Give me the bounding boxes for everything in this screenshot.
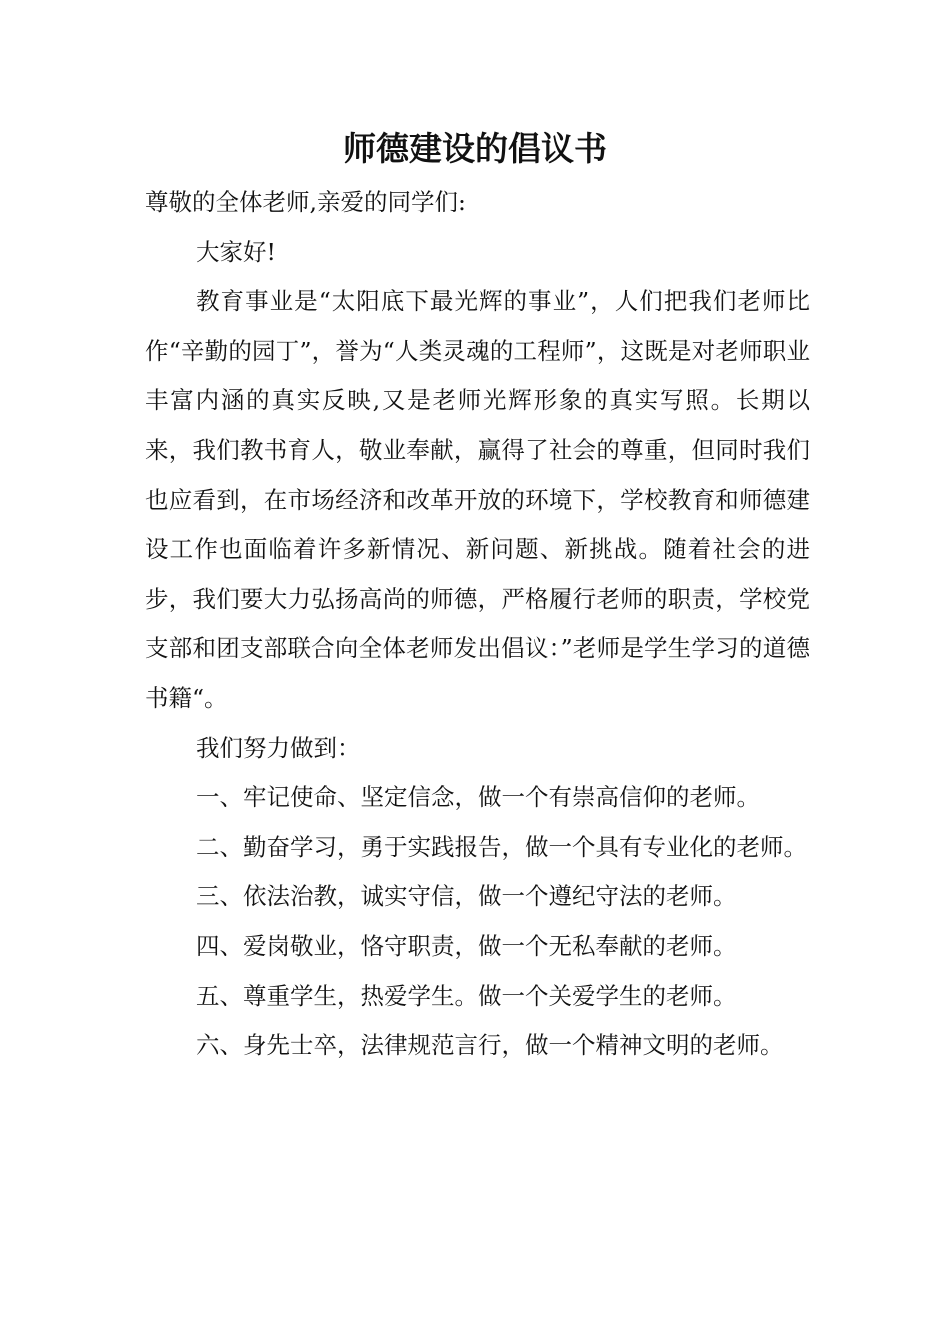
document-body bbox=[145, 178, 810, 1071]
commitment-item-2: 二、勤奋学习，勇于实践报告，做一个具有专业化的老师。 bbox=[196, 832, 807, 861]
salutation: 尊敬的全体老师,亲爱的同学们: bbox=[145, 188, 466, 216]
commitment-item-5: 五、尊重学生，热爱学生。做一个关爱学生的老师。 bbox=[196, 981, 737, 1010]
greeting: 大家好! bbox=[196, 237, 276, 266]
commitment-item-4: 四、爱岗敬业，恪守职责，做一个无私奉献的老师。 bbox=[196, 931, 737, 960]
intro-paragraph: 教育事业是“太阳底下最光辉的事业”，人们把我们老师比作“辛勤的园丁”，誉为“人类灵魂的工程师”，这既是对老师职业丰富内涵的真实反映,又是老师光辉形象的真实写照。长期以来，我们教书育人，敬业奉献，赢得了社会的尊重，但同时我们也应看到，在市场经济和改革开放的环境下，学校教育和师德建设工作也面临着许多新情况、新问题、新挑战。随着社会的进步，我们要大力弘扬高尚的师德，严格履行老师的职责，学校党支部和团支部联合向全体老师发出倡议：”老师是学生学习的道德书籍“。 bbox=[145, 287, 810, 712]
commitment-item-6: 六、身先士卒，法律规范言行，做一个精神文明的老师。 bbox=[196, 1031, 784, 1060]
document-title: 师德建设的倡议书 bbox=[343, 129, 607, 168]
commitment-item-1: 一、牢记使命、坚定信念，做一个有崇高信仰的老师。 bbox=[196, 783, 760, 812]
commitment-lead: 我们努力做到： bbox=[196, 733, 361, 762]
commitment-item-3: 三、依法治教，诚实守信，做一个遵纪守法的老师。 bbox=[196, 882, 737, 911]
